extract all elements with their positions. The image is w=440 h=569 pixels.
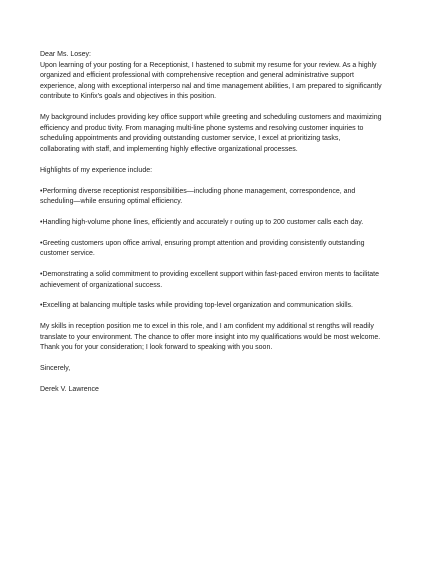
- intro-line: organized and efficient professional with comprehensive reception and general administrative support: [40, 72, 354, 80]
- highlights-heading: Highlights of my experience include:: [40, 166, 153, 174]
- highlight-line: •Greeting customers upon office arrival, ensuring prompt attention and providing consistently outstanding: [40, 239, 365, 247]
- closing-paragraph: [40, 322, 402, 354]
- highlight-line: achievement of organizational success.: [40, 281, 163, 289]
- background-paragraph: [40, 113, 402, 155]
- highlight-line: scheduling—while ensuring optimal efficiency.: [40, 198, 183, 206]
- background-line: scheduling appointments and providing outstanding customer service, I excel at prioritizing tasks,: [40, 135, 341, 143]
- highlight-item: [40, 239, 402, 260]
- highlight-line: •Demonstrating a solid commitment to providing excellent support within fast-paced environ ments to facilitate: [40, 271, 380, 279]
- intro-line: Upon learning of your posting for a Receptionist, I hastened to submit my resume for your review. As a highly: [40, 61, 377, 69]
- highlight-line: •Performing diverse receptionist responsibilities—including phone management, correspondence, and: [40, 187, 356, 195]
- intro-paragraph: [40, 61, 402, 103]
- highlight-item: [40, 270, 402, 291]
- cover-letter: [40, 50, 402, 396]
- highlight-line: •Handling high-volume phone lines, efficiently and accurately r outing up to 200 customer calls each day.: [40, 218, 364, 226]
- intro-line: experience, along with exceptional interperso nal and time management abilities, I am prepared to significantly: [40, 82, 382, 90]
- closing-line: My skills in reception position me to excel in this role, and I am confident my additional st rengths will readily: [40, 323, 374, 331]
- background-line: collaborating with staff, and implementing highly effective organizational processes.: [40, 145, 298, 153]
- highlight-line: customer service.: [40, 250, 95, 258]
- signature-name: Derek V. Lawrence: [40, 385, 99, 393]
- background-line: efficiency and produc tivity. From managing multi-line phone systems and resolving customer inquiries to: [40, 124, 364, 132]
- highlight-item: [40, 218, 402, 229]
- intro-line: contribute to Kinfix's goals and objectives in this position.: [40, 93, 217, 101]
- salutation: Dear Ms. Losey:: [40, 51, 91, 58]
- closing-line: Thank you for your consideration; I look forward to speaking with you soon.: [40, 344, 273, 352]
- closing-line: translate to your environment. The chance to offer more insight into my qualifications would be most welcome.: [40, 333, 381, 341]
- highlight-line: •Excelling at balancing multiple tasks while providing top-level organization and communication skills.: [40, 302, 353, 310]
- background-line: My background includes providing key office support while greeting and scheduling customers and maximizing: [40, 114, 382, 122]
- highlight-item: [40, 301, 402, 312]
- highlight-item: [40, 187, 402, 208]
- sign-off: Sincerely,: [40, 365, 71, 373]
